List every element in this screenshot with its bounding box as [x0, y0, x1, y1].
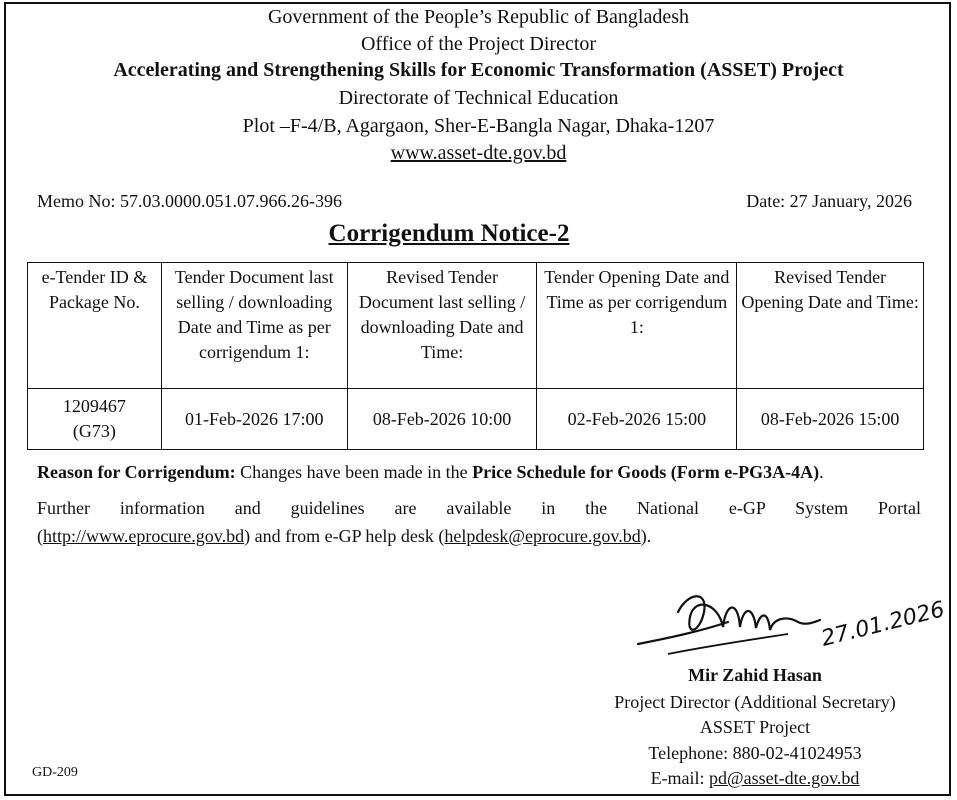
signatory-project: ASSET Project [699, 717, 811, 737]
handwritten-date: 27.01.2026 [818, 597, 948, 652]
signatory-name: Mir Zahid Hasan [688, 665, 822, 685]
open-date-new-cell: 08-Feb-2026 15:00 [737, 389, 924, 450]
further-info-line2: (http://www.eprocure.gov.bd) and from e-GP help desk (helpdesk@eprocure.gov.bd). [37, 526, 652, 546]
table-header-cell: e-Tender ID & Package No. [28, 263, 162, 389]
tender-id: 1209467 [62, 396, 126, 416]
further-info-line1: Further information and guidelines are available in the National e-GP System Portal [37, 498, 921, 518]
table-header-row [28, 263, 924, 389]
tender-table [27, 262, 924, 450]
signatory-email-row: E-mail: pd@asset-dte.gov.bd [650, 768, 860, 788]
table-header-cell: Tender Opening Date and Time as per corrigendum 1: [537, 263, 737, 389]
package-no: (G73) [72, 421, 116, 441]
table-header-cell: Tender Document last selling / downloading Date and Time as per corrigendum 1: [161, 263, 347, 389]
reason-end: . [819, 462, 824, 482]
reason-label: Reason for Corrigendum: [37, 462, 236, 482]
reason-text: Changes have been made in the [235, 462, 473, 482]
page-title: Corrigendum Notice-2 [328, 220, 570, 247]
eprocure-link[interactable]: http://www.eprocure.gov.bd [43, 526, 245, 546]
reason-paragraph [37, 459, 921, 485]
signatory-telephone: Telephone: 880-02-41024953 [648, 743, 862, 763]
header-project-name: Accelerating and Strengthening Skills for Economic Transformation (ASSET) Project [113, 59, 844, 81]
header-government: Government of the People’s Republic of Bangladesh [267, 6, 689, 28]
open-date-old-cell: 02-Feb-2026 15:00 [537, 389, 737, 450]
reason-form: Price Schedule for Goods (Form e-PG3A-4A) [472, 462, 820, 482]
header-directorate: Directorate of Technical Education [338, 87, 619, 109]
footer-code: GD-209 [32, 765, 78, 780]
table-header-cell: Revised Tender Document last selling / downloading Date and Time: [347, 263, 537, 389]
table-header-cell: Revised Tender Opening Date and Time: [737, 263, 924, 389]
helpdesk-email-link[interactable]: helpdesk@eprocure.gov.bd [444, 526, 641, 546]
signatory-email-link[interactable]: pd@asset-dte.gov.bd [709, 768, 860, 788]
tender-id-cell [28, 389, 162, 450]
header-office: Office of the Project Director [360, 33, 597, 55]
doc-date-new-cell: 08-Feb-2026 10:00 [347, 389, 537, 450]
header-address: Plot –F-4/B, Agargaon, Sher-E-Bangla Nagar, Dhaka-1207 [242, 115, 715, 137]
signature-scribble [628, 582, 848, 662]
website-link[interactable]: www.asset-dte.gov.bd [390, 142, 567, 164]
header-website-row [0, 141, 957, 165]
table-row [28, 389, 924, 450]
signatory-designation: Project Director (Additional Secretary) [614, 692, 896, 712]
notice-date: Date: 27 January, 2026 [746, 191, 912, 211]
doc-date-old-cell: 01-Feb-2026 17:00 [161, 389, 347, 450]
memo-number: Memo No: 57.03.0000.051.07.966.26-396 [37, 191, 342, 211]
